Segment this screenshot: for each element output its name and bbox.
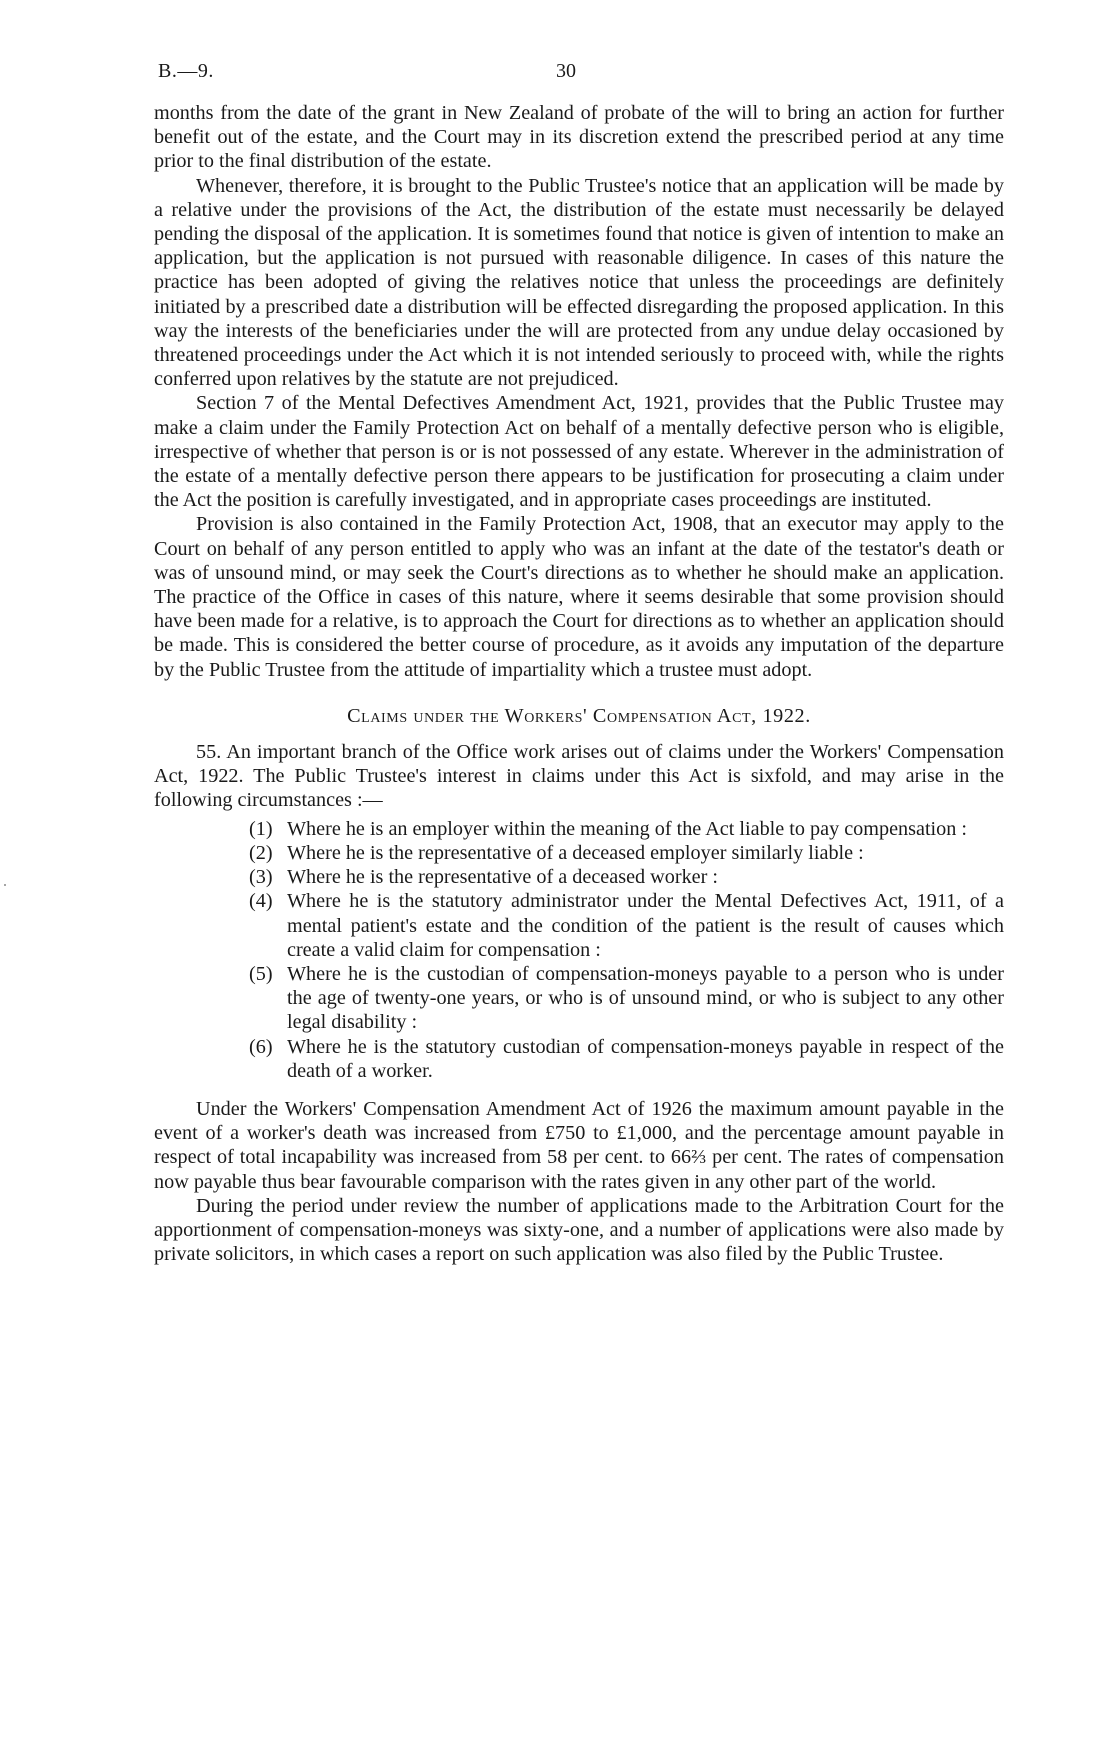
- paragraph-arbitration-court: During the period under review the number of applications made to the Arbitration Court for the apportionment of compensation-moneys was sixty-one, and a number of applications were also made by private solicitors, in which cases a report on such application was also filed by the Public Trustee.: [154, 1194, 1004, 1266]
- margin-mark: [4, 884, 6, 886]
- circumstances-list: [154, 817, 1004, 1083]
- list-item: [249, 889, 1004, 962]
- list-item-text: Where he is the statutory administrator under the Mental Defectives Act, 1911, of a mental patient's estate and the condition of the patient is the result of causes which create a valid claim for compensation :: [287, 890, 1004, 961]
- list-item: [249, 841, 1004, 865]
- page-body: [154, 101, 1004, 1266]
- list-item: [249, 1035, 1004, 1083]
- list-item-number: (6): [249, 1035, 273, 1058]
- list-item: [249, 817, 1004, 841]
- list-item-number: (2): [249, 841, 273, 864]
- list-item-text: Where he is the representative of a deceased employer similarly liable :: [287, 841, 864, 864]
- list-item-number: (3): [249, 866, 273, 889]
- document-reference: B.—9.: [158, 60, 214, 82]
- paragraph-mental-defectives: Section 7 of the Mental Defectives Amendment Act, 1921, provides that the Public Trustee may make a claim under the Family Protection Act on behalf of a mentally defective person who is eligible, irrespective of whether that person is or is not possessed of any estate. Wherever in the administration of the estate of a mentally defective person there appears to be justification for prosecuting a claim under the Act the position is carefully investigated, and in appropriate cases proceedings are instituted.: [154, 392, 1004, 512]
- list-item-text: Where he is the custodian of compensation-moneys payable to a person who is under the age of twenty-one years, or who is of unsound mind, or who is subject to any other legal disability :: [287, 962, 1004, 1034]
- list-item-number: (4): [249, 890, 273, 913]
- list-item: [249, 962, 1004, 1035]
- list-item-number: (1): [249, 817, 273, 840]
- list-item-text: Where he is an employer within the meaning of the Act liable to pay compensation :: [287, 817, 968, 840]
- list-item-number: (5): [249, 962, 273, 985]
- section-heading: Claims under the Workers' Compensation Act, 1922.: [347, 704, 811, 727]
- list-item-text: Where he is the statutory custodian of compensation-moneys payable in respect of the death of a worker.: [287, 1035, 1004, 1082]
- list-item-text: Where he is the representative of a deceased worker :: [287, 866, 719, 889]
- page-number: 30: [556, 60, 576, 82]
- list-item: [249, 865, 1004, 889]
- paragraph-continued: months from the date of the grant in New Zealand of probate of the will to bring an action for further benefit out of the estate, and the Court may in its discretion extend the prescribed period at any time prior to the final distribution of the estate.: [154, 102, 1004, 173]
- paragraph-public-trustee-notice: Whenever, therefore, it is brought to the Public Trustee's notice that an application will be made by a relative under the provisions of the Act, the distribution of the estate must necessarily be delayed pending the disposal of the application. It is sometimes found that notice is given of intention to make an application, but the application is not pursued with reasonable diligence. In cases of this nature the practice has been adopted of giving the relatives notice that unless the proceedings are definitely initiated by a prescribed date a distribution will be effected disregarding the proposed application. In this way the interests of the beneficiaries under the will are protected from any undue delay occasioned by threatened proceedings under the Act which it is not intended seriously to proceed with, while the rights conferred upon relatives by the statute are not prejudiced.: [154, 174, 1004, 391]
- page-header: [158, 60, 998, 90]
- paragraph-section-intro: 55. An important branch of the Office work arises out of claims under the Workers' Compensation Act, 1922. The Public Trustee's interest in claims under this Act is sixfold, and may arise in the following circumstances :—: [154, 741, 1004, 812]
- paragraph-family-protection: Provision is also contained in the Family Protection Act, 1908, that an executor may apply to the Court on behalf of any person entitled to apply who was an infant at the date of the testator's death or was of unsound mind, or may seek the Court's directions as to whether he should make an application. The practice of the Office in cases of this nature, where it seems desirable that some provision should have been made for a relative, is to approach the Court for directions as to whether an application should be made. This is considered the better course of procedure, as it avoids any imputation of the departure by the Public Trustee from the attitude of impartiality which a trustee must adopt.: [154, 513, 1004, 681]
- paragraph-amendment-1926: Under the Workers' Compensation Amendment Act of 1926 the maximum amount payable in the event of a worker's death was increased from £750 to £1,000, and the percentage amount payable in respect of total incapability was increased from 58 per cent. to 66⅔ per cent. The rates of compensation now payable thus bear favourable comparison with the rates given in any other part of the world.: [154, 1097, 1004, 1193]
